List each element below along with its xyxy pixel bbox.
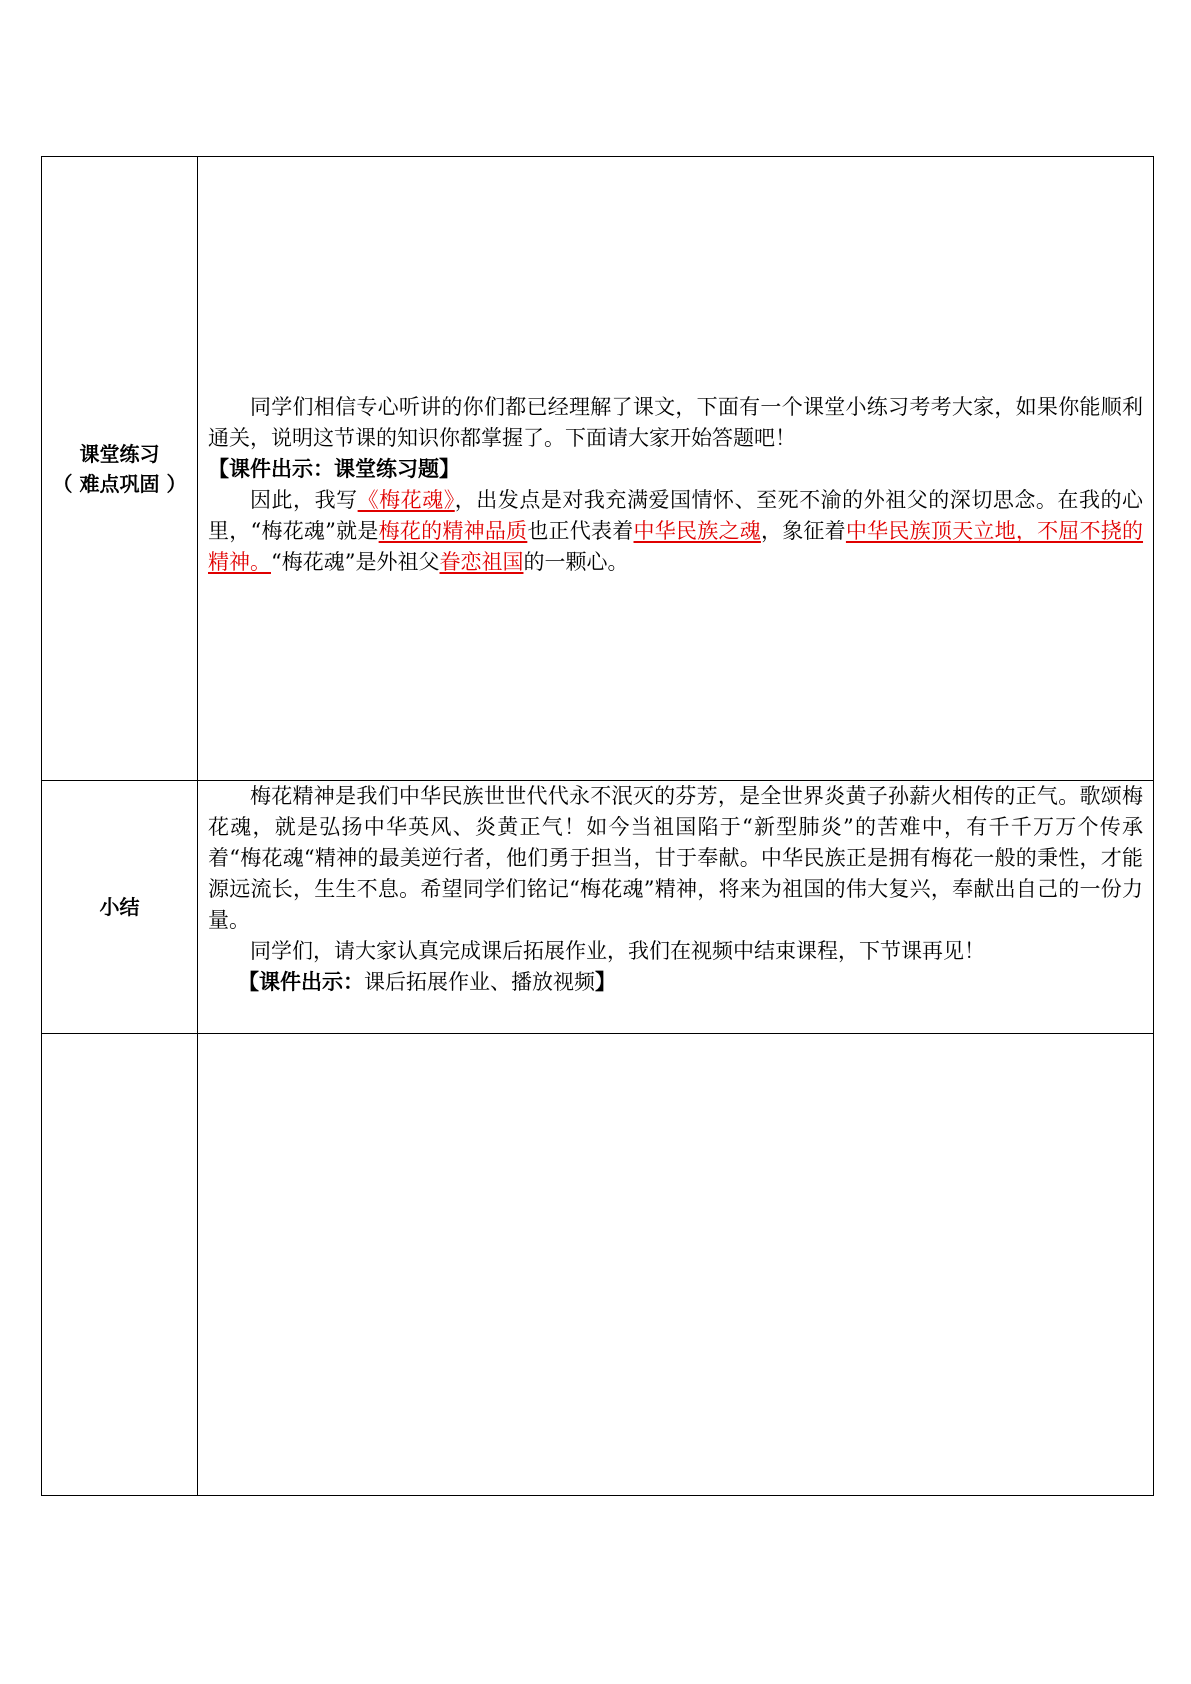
- practice-label-cell: [42, 157, 198, 781]
- summary-paragraph-2: 同学们，请大家认真完成课后拓展作业，我们在视频中结束课程，下节课再见！: [250, 939, 985, 963]
- exercise-answer-2: 梅花的精神品质: [378, 518, 528, 543]
- practice-intro: 同学们相信专心听讲的你们都已经理解了课文，下面有一个课堂小练习考考大家，如果你能顺利通关，说明这节课的知识你都掌握了。下面请大家开始答题吧！: [208, 394, 1143, 450]
- practice-label-line2: （ 难点巩固 ）: [52, 471, 187, 496]
- practice-courseware-label: 【课件出示：课堂练习题】: [208, 456, 460, 481]
- exercise-text-6: 的一颗心。: [523, 549, 629, 574]
- exercise-answer-1: 《梅花魂》: [357, 487, 455, 512]
- summary-courseware-suffix: 】: [595, 970, 616, 994]
- summary-courseware-prefix: 【课件出示：: [238, 970, 364, 994]
- exercise-text-2: ，出发点是对我充满爱国情怀、至死不渝的外祖父的深切思念。在我的心里，“梅花魂”就是: [208, 487, 1144, 543]
- empty-content-cell: [198, 1034, 1154, 1496]
- practice-content-cell: [198, 157, 1154, 781]
- summary-paragraph-1: 梅花精神是我们中华民族世世代代永不泯灭的芬芳，是全世界炎黄子孙薪火相传的正气。歌颂梅花魂，就是弘扬中华英风、炎黄正气！如今当祖国陷于“新型肺炎”的苦难中，有千千万万个传承着“梅花魂“精神的最美逆行者，他们勇于担当，甘于奉献。中华民族正是拥有梅花一般的秉性，才能源远流长，生生不息。希望同学们铭记“梅花魂”精神，将来为祖国的伟大复兴，奉献出自己的一份力量。: [208, 784, 1143, 932]
- exercise-text-5: “梅花魂”是外祖父: [271, 549, 440, 574]
- exercise-answer-4: 中华民族顶天立地，不屈不挠的精神。: [208, 518, 1144, 574]
- summary-label-cell: [42, 781, 198, 1034]
- exercise-answer-5: 眷恋祖国: [439, 549, 524, 574]
- summary-row: [42, 781, 1154, 1034]
- exercise-text-4: ，象征着: [760, 518, 846, 543]
- practice-exercise: [208, 485, 1143, 578]
- exercise-text-1: 因此，我写: [250, 487, 358, 512]
- summary-content-cell: [198, 781, 1154, 1034]
- empty-row: [42, 1034, 1154, 1496]
- summary-courseware-text: 课后拓展作业、播放视频: [364, 970, 595, 994]
- practice-label-line1: 课堂练习: [79, 441, 160, 466]
- empty-label-cell: [42, 1034, 198, 1496]
- lesson-plan-table: [41, 156, 1154, 1496]
- summary-courseware-label: [208, 967, 1143, 998]
- exercise-text-3: 也正代表着: [527, 518, 634, 543]
- practice-row: [42, 157, 1154, 781]
- exercise-answer-3: 中华民族之魂: [633, 518, 761, 543]
- summary-label: 小结: [99, 895, 140, 919]
